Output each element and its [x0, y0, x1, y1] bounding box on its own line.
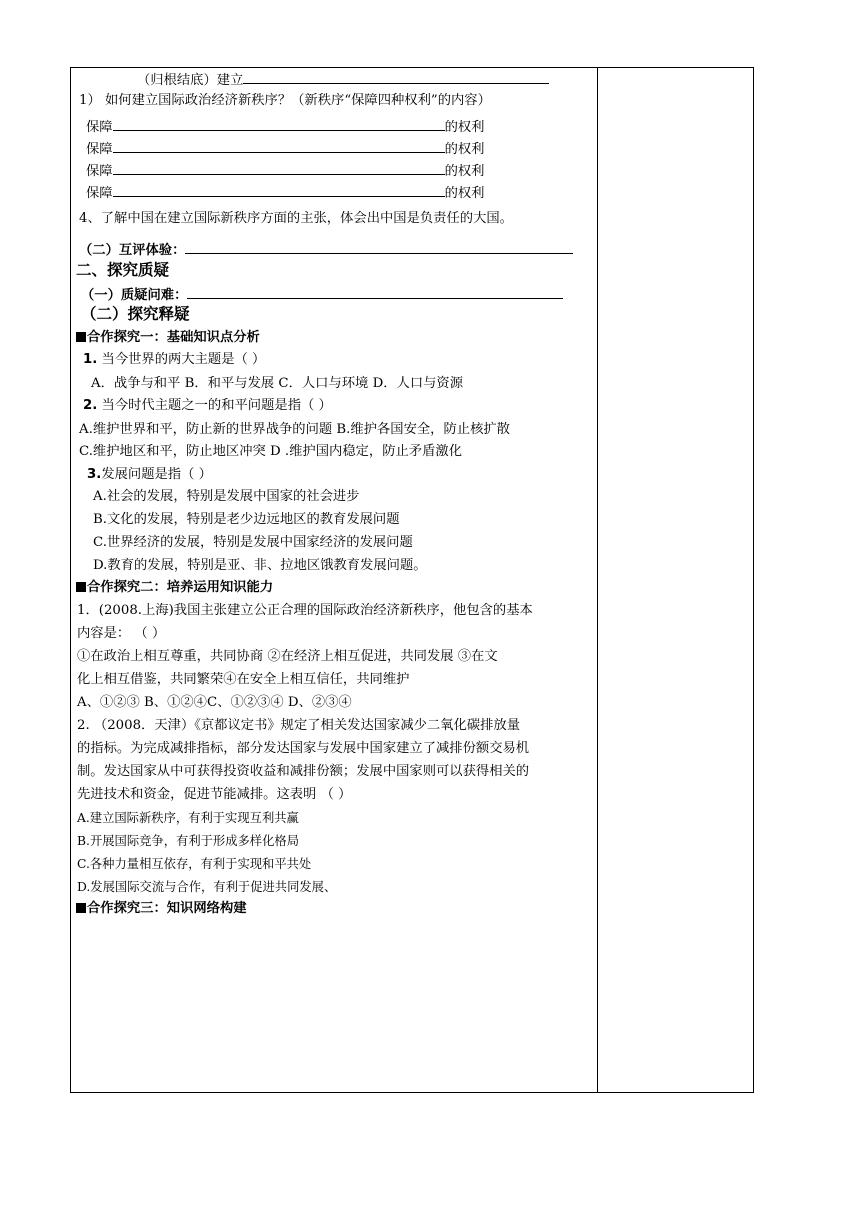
coop2-q2-option-a: A.建立国际新秩序，有利于实现互利共赢: [77, 811, 299, 825]
blank-line[interactable]: [185, 240, 573, 254]
coop1-q3-option-a: A.社会的发展，特别是发展中国家的社会进步: [93, 489, 360, 504]
guigen-text: （归根结底）建立: [137, 73, 244, 88]
q-number: 2.: [83, 398, 98, 413]
baozhang-label: 保障: [86, 186, 113, 201]
coop2-heading: [76, 579, 273, 597]
baozhang-row-3: [86, 161, 484, 181]
quanli-label: 的权利: [444, 142, 485, 157]
coop2-q2-option-c: C.各种力量相互依存，有利于实现和平共处: [77, 857, 312, 871]
q-text: 当今世界的两大主题是（ ）: [97, 352, 266, 367]
baozhang-label: 保障: [86, 120, 113, 135]
blank-line[interactable]: [113, 161, 445, 175]
coop2-q1-line-4: 化上相互借鉴，共同繁荣④在安全上相互信任，共同维护: [77, 672, 410, 687]
coop2-q1-answers: A、①②③ B、①②④C、①②③④ D、②③④: [77, 695, 352, 710]
coop2-q2-line-3: 制。发达国家从中可获得投资收益和减排份额；发展中国家则可以获得相关的: [77, 764, 530, 779]
coop1-heading: [76, 329, 260, 347]
guigen-line: [137, 70, 549, 90]
quanli-label: 的权利: [444, 120, 485, 135]
coop2-q2-option-b: B.开展国际竞争，有利于形成多样化格局: [77, 834, 299, 848]
coop3-title: 合作探究三：知识网络构建: [87, 901, 247, 916]
square-bullet-icon: [76, 582, 86, 592]
blank-line[interactable]: [113, 117, 445, 131]
coop1-q3-option-c: C.世界经济的发展，特别是发展中国家经济的发展问题: [93, 535, 413, 550]
section-title-tanjiu: 二、探究质疑: [76, 261, 170, 279]
coop1-q1: [83, 351, 265, 369]
coop2-q2-line-2: 的指标。为完成减排指标，部分发达国家与发展中国家建立了减排份额交易机: [77, 741, 530, 756]
coop1-q3-option-d: D.教育的发展，特别是亚、非、拉地区饿教育发展问题。: [93, 558, 427, 573]
coop1-q1-options: A．战争与和平 B．和平与发展 C．人口与环境 D．人口与资源: [91, 376, 464, 391]
huping-line: [79, 240, 573, 260]
q-number: 1.: [83, 352, 98, 367]
blank-line[interactable]: [113, 139, 445, 153]
coop1-q3-option-b: B.文化的发展，特别是老少边远地区的教育发展问题: [93, 512, 400, 527]
q-text: 当今时代主题之一的和平问题是指（ ）: [97, 398, 332, 413]
baozhang-label: 保障: [86, 142, 113, 157]
quanli-label: 的权利: [444, 164, 485, 179]
quanli-label: 的权利: [444, 186, 485, 201]
coop2-q2-line-4: 先进技术和资金，促进节能减排。这表明 （ ）: [77, 787, 352, 802]
coop1-q2-options-ab: A.维护世界和平，防止新的世界战争的问题 B.维护各国安全，防止核扩散: [79, 422, 510, 437]
blank-line[interactable]: [243, 70, 549, 84]
coop2-q1-line-2: 内容是： （ ）: [77, 626, 166, 641]
zhiyi-line: [81, 285, 563, 305]
q-number: 3.: [87, 467, 102, 482]
square-bullet-icon: [76, 903, 86, 913]
column-divider: [597, 67, 598, 1093]
coop2-title: 合作探究二：培养运用知识能力: [87, 580, 274, 595]
blank-line[interactable]: [113, 183, 445, 197]
coop2-q2-line-1: 2. （2008．天津）《京都议定书》规定了相关发达国家减少二氧化碳排放量: [77, 718, 521, 733]
q-text: 发展问题是指（ ）: [101, 467, 212, 482]
coop2-q1-line-3: ①在政治上相互尊重，共同协商 ②在经济上相互促进，共同发展 ③在文: [77, 649, 498, 664]
coop1-q3: [87, 466, 212, 484]
coop2-q2-option-d: D.发展国际交流与合作，有利于促进共同发展、: [77, 880, 337, 894]
baozhang-row-1: [86, 117, 484, 137]
coop1-q2-options-cd: C.维护地区和平，防止地区冲突 D .维护国内稳定，防止矛盾激化: [79, 444, 462, 459]
baozhang-row-4: [86, 183, 484, 203]
coop1-title: 合作探究一：基础知识点分析: [87, 330, 260, 345]
coop1-q2: [83, 397, 332, 415]
baozhang-label: 保障: [86, 164, 113, 179]
baozhang-row-2: [86, 139, 484, 159]
huping-label: （二）互评体验：: [79, 243, 186, 258]
coop3-heading: [76, 900, 247, 918]
zhiyi-label: （一）质疑问难：: [81, 288, 188, 303]
shiyi-heading: （二）探究释疑: [81, 305, 190, 323]
coop2-q1-line-1: 1．(2008.上海)我国主张建立公正合理的国际政治经济新秩序，他包含的基本: [77, 603, 533, 618]
blank-line[interactable]: [187, 285, 563, 299]
item-4: 4、了解中国在建立国际新秩序方面的主张，体会出中国是负责任的大国。: [79, 211, 513, 226]
question-1-new-order: 1） 如何建立国际政治经济新秩序？（新秩序“保障四种权利”的内容）: [79, 93, 491, 108]
square-bullet-icon: [76, 332, 86, 342]
